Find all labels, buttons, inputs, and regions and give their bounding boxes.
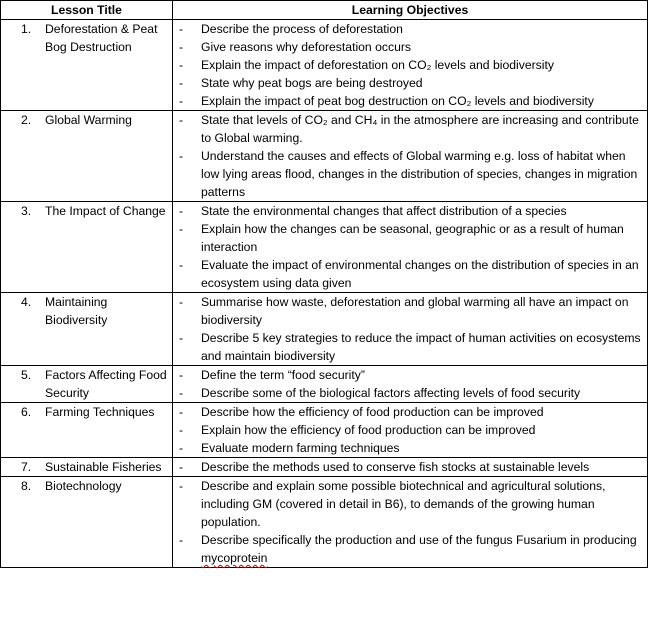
lesson-number: 6. — [21, 405, 32, 419]
objectives-cell — [173, 111, 648, 202]
lesson-title: Factors Affecting Food Security — [45, 368, 167, 400]
lesson-entry — [1, 293, 172, 329]
objectives-list — [173, 458, 647, 476]
bullet-dash: - — [179, 368, 184, 382]
learning-objectives-header: Learning Objectives — [173, 1, 648, 20]
objective-text: Describe 5 key strategies to reduce the impact of human activities on ecosystems and maintain biodiversity — [201, 331, 641, 363]
bullet-dash: - — [179, 76, 184, 90]
objectives-list — [173, 111, 647, 201]
lesson-cell — [1, 366, 173, 403]
table-row — [1, 111, 648, 202]
objectives-cell — [173, 403, 648, 458]
list-item — [173, 74, 647, 92]
objectives-cell — [173, 20, 648, 111]
objectives-list — [173, 477, 647, 567]
table-row — [1, 458, 648, 477]
objective-text: Describe specifically the production and use of the fungus Fusarium in producing mycoprotein — [201, 533, 637, 565]
bullet-dash: - — [179, 423, 184, 437]
objective-text: Explain how the efficiency of food production can be improved — [201, 423, 536, 437]
list-item — [173, 38, 647, 56]
lesson-title: Biotechnology — [45, 479, 122, 493]
list-item — [173, 202, 647, 220]
lesson-cell — [1, 458, 173, 477]
list-item — [173, 384, 647, 402]
bullet-dash: - — [179, 386, 184, 400]
objective-text: Describe the process of deforestation — [201, 22, 403, 36]
lesson-title: Sustainable Fisheries — [45, 460, 162, 474]
bullet-dash: - — [179, 113, 184, 127]
list-item — [173, 366, 647, 384]
objective-text: Understand the causes and effects of Global warming e.g. loss of habitat when low lying areas flood, changes in the distribution of species, changes in migration patterns — [201, 149, 638, 199]
lesson-entry — [1, 202, 172, 220]
lesson-title: Deforestation & Peat Bog Destruction — [45, 22, 158, 54]
bullet-dash: - — [179, 295, 184, 309]
objective-text: Evaluate modern farming techniques — [201, 441, 400, 455]
list-item — [173, 56, 647, 74]
objective-text: Describe and explain some possible biotechnical and agricultural solutions, including GM (covered in detail in B6), to demands of the growing human population. — [201, 479, 606, 529]
list-item — [173, 256, 647, 292]
lesson-entry — [1, 366, 172, 402]
lesson-cell — [1, 477, 173, 568]
objective-text: Explain how the changes can be seasonal, geographic or as a result of human interaction — [201, 222, 624, 254]
objective-text: State that levels of CO₂ and CH₄ in the atmosphere are increasing and contribute to Global warming. — [201, 113, 639, 145]
bullet-dash: - — [179, 204, 184, 218]
spellcheck-underline: mycoprotein — [201, 551, 268, 565]
lesson-entry — [1, 111, 172, 129]
bullet-dash: - — [179, 331, 184, 345]
objective-text: Describe how the efficiency of food production can be improved — [201, 405, 544, 419]
bullet-dash: - — [179, 222, 184, 236]
objective-text: Describe some of the biological factors affecting levels of food security — [201, 386, 581, 400]
lesson-entry — [1, 458, 172, 476]
lesson-number: 3. — [21, 204, 32, 218]
objectives-list — [173, 202, 647, 292]
bullet-dash: - — [179, 58, 184, 72]
lesson-title: Global Warming — [45, 113, 132, 127]
bullet-dash: - — [179, 40, 184, 54]
lesson-entry — [1, 477, 172, 495]
table-row — [1, 20, 648, 111]
objectives-list — [173, 403, 647, 457]
list-item — [173, 329, 647, 365]
lesson-title: The Impact of Change — [45, 204, 166, 218]
table-row — [1, 477, 648, 568]
list-item — [173, 293, 647, 329]
lesson-cell — [1, 293, 173, 366]
objectives-cell — [173, 458, 648, 477]
lesson-entry — [1, 20, 172, 56]
table-row — [1, 293, 648, 366]
objectives-cell — [173, 366, 648, 403]
lesson-number: 2. — [21, 113, 32, 127]
lesson-cell — [1, 111, 173, 202]
objective-text: Define the term “food security” — [201, 368, 365, 382]
bullet-dash: - — [179, 94, 184, 108]
list-item — [173, 531, 647, 567]
objectives-list — [173, 20, 647, 110]
lesson-number: 4. — [21, 295, 32, 309]
bullet-dash: - — [179, 405, 184, 419]
list-item — [173, 421, 647, 439]
list-item — [173, 92, 647, 110]
list-item — [173, 403, 647, 421]
bullet-dash: - — [179, 479, 184, 493]
table-row — [1, 403, 648, 458]
objective-text: Describe the methods used to conserve fish stocks at sustainable levels — [201, 460, 590, 474]
lesson-number: 8. — [21, 479, 32, 493]
lesson-cell — [1, 403, 173, 458]
lesson-cell — [1, 202, 173, 293]
objective-text: State why peat bogs are being destroyed — [201, 76, 423, 90]
objectives-list — [173, 293, 647, 365]
objectives-cell — [173, 293, 648, 366]
objectives-cell — [173, 477, 648, 568]
lesson-number: 1. — [21, 22, 32, 36]
list-item — [173, 458, 647, 476]
lesson-title-header: Lesson Title — [1, 1, 173, 20]
objectives-cell — [173, 202, 648, 293]
list-item — [173, 147, 647, 201]
lesson-title: Farming Techniques — [45, 405, 155, 419]
lesson-cell — [1, 20, 173, 111]
objective-text: Give reasons why deforestation occurs — [201, 40, 411, 54]
bullet-dash: - — [179, 149, 184, 163]
bullet-dash: - — [179, 460, 184, 474]
table-row — [1, 366, 648, 403]
objective-text: Explain the impact of peat bog destruction on CO₂ levels and biodiversity — [201, 94, 594, 108]
list-item — [173, 439, 647, 457]
bullet-dash: - — [179, 258, 184, 272]
objectives-list — [173, 366, 647, 402]
list-item — [173, 111, 647, 147]
objective-text: State the environmental changes that affect distribution of a species — [201, 204, 567, 218]
lesson-number: 5. — [21, 368, 32, 382]
objective-text: Summarise how waste, deforestation and global warming all have an impact on biodiversity — [201, 295, 629, 327]
list-item — [173, 220, 647, 256]
objective-text: Evaluate the impact of environmental changes on the distribution of species in an ecosystem using data given — [201, 258, 639, 290]
bullet-dash: - — [179, 533, 184, 547]
bullet-dash: - — [179, 441, 184, 455]
lesson-number: 7. — [21, 460, 32, 474]
list-item — [173, 477, 647, 531]
bullet-dash: - — [179, 22, 184, 36]
objective-text: Explain the impact of deforestation on CO₂ levels and biodiversity — [201, 58, 554, 72]
header-row — [1, 1, 648, 20]
lesson-title: Maintaining Biodiversity — [45, 295, 108, 327]
lesson-entry — [1, 403, 172, 421]
table-row — [1, 202, 648, 293]
list-item — [173, 20, 647, 38]
table-body — [1, 20, 648, 568]
